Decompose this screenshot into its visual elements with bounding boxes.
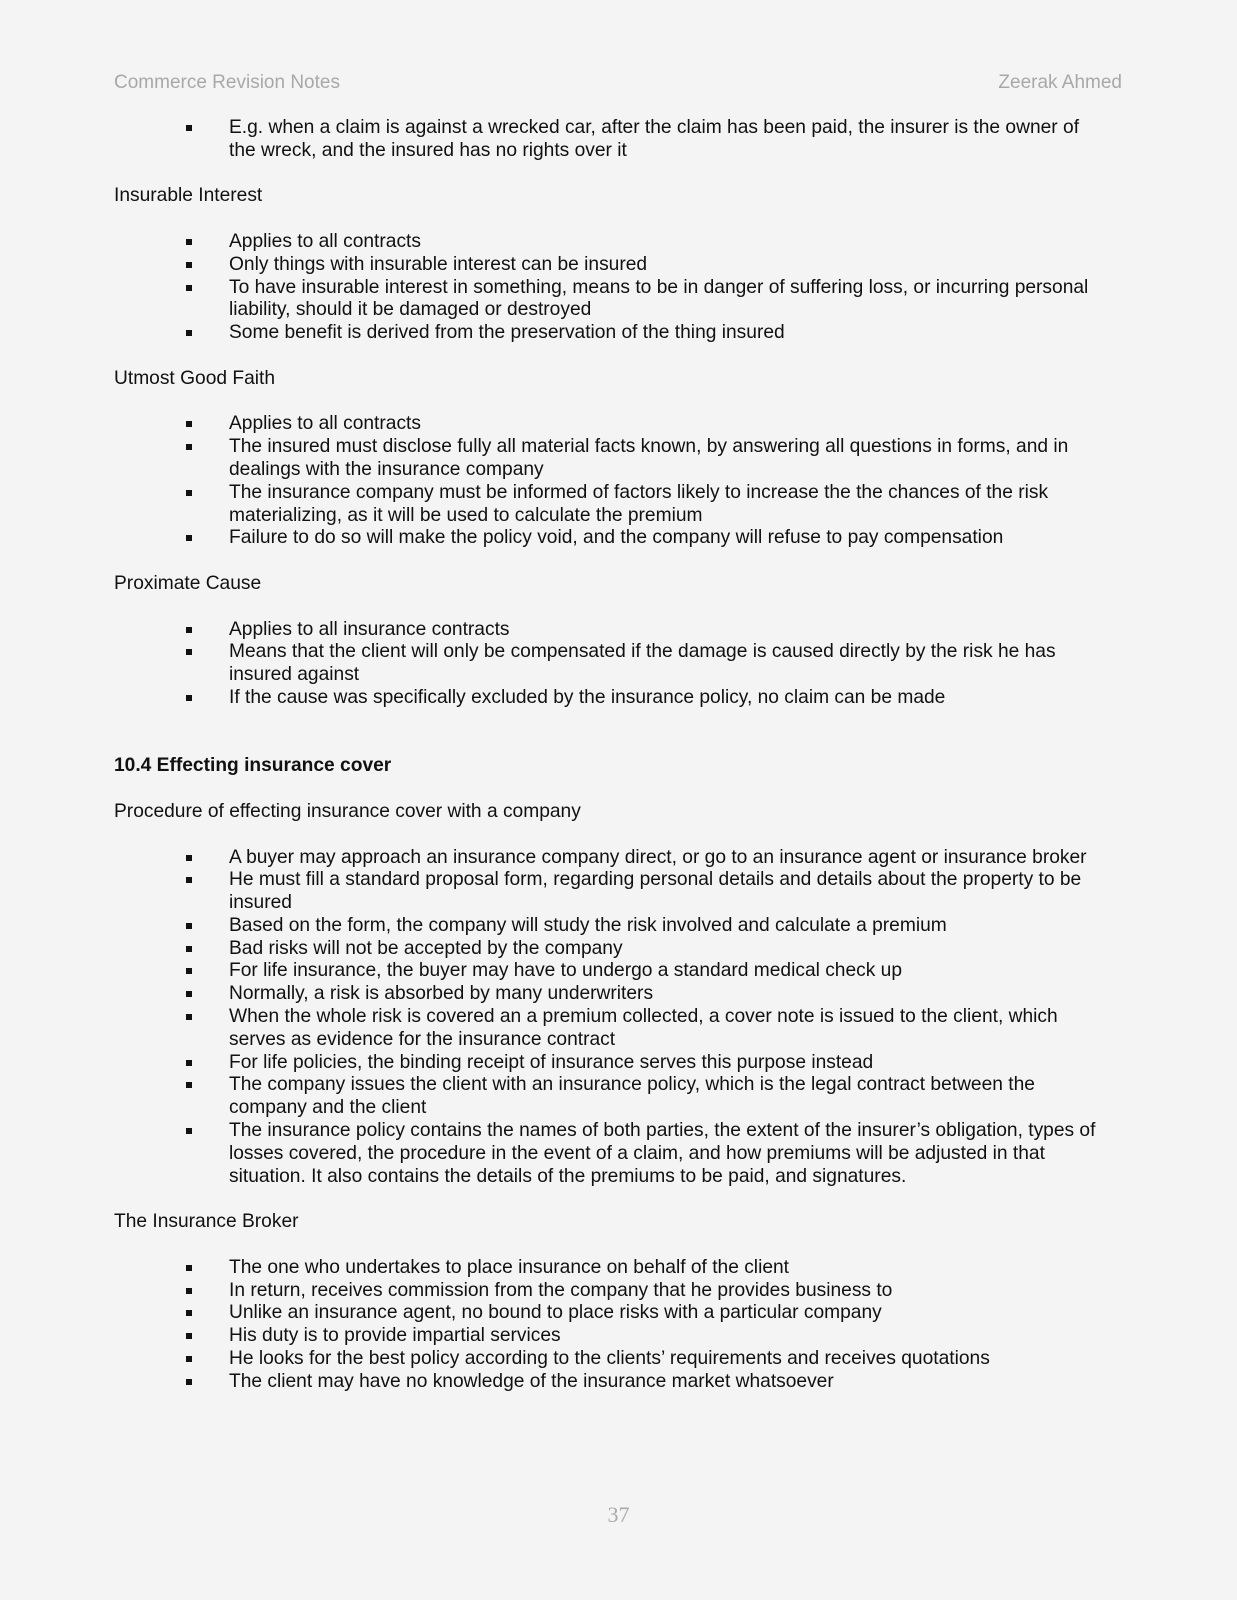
square-bullet-icon [186,1265,192,1271]
square-bullet-icon [186,1333,192,1339]
list-item [114,1371,1109,1394]
running-header-author: Zeerak Ahmed [998,72,1122,93]
list-item-text: Applies to all contracts [229,413,421,435]
list-item [114,983,1109,1006]
list-item [114,687,1109,710]
list-item-text: In return, receives commission from the company that he provides business to [229,1279,893,1301]
list-item [114,1074,1109,1120]
list-item [114,436,1109,482]
list-item-text: Bad risks will not be accepted by the company [229,937,623,959]
list-item [114,413,1109,436]
section-heading: 10.4 Effecting insurance cover [114,755,392,777]
square-bullet-icon [186,1128,192,1134]
square-bullet-icon [186,125,192,131]
list-item [114,1280,1109,1303]
square-bullet-icon [186,649,192,655]
list-item [114,1302,1109,1325]
list-item-text: Normally, a risk is absorbed by many underwriters [229,983,654,1005]
square-bullet-icon [186,330,192,336]
square-bullet-icon [186,1014,192,1020]
list-item [114,277,1109,323]
list-item-text: The one who undertakes to place insurance on behalf of the client [229,1256,790,1278]
document-body [114,117,1124,1394]
square-bullet-icon [186,1082,192,1088]
list-item-text: He must fill a standard proposal form, regarding personal details and details about the property to be insured [229,869,1082,914]
square-bullet-icon [186,877,192,883]
list-item [114,117,1109,163]
subsection-heading: Procedure of effecting insurance cover with a company [114,800,581,822]
subsection-heading: The Insurance Broker [114,1211,299,1233]
square-bullet-icon [186,535,192,541]
list-item [114,1006,1109,1052]
subsection-heading: Insurable Interest [114,185,263,207]
square-bullet-icon [186,1356,192,1362]
list-item [114,1052,1109,1075]
list-item-text: If the cause was specifically excluded by the insurance policy, no claim can be made [229,686,946,708]
list-item-text: Means that the client will only be compensated if the damage is caused directly by the risk he has insured against [229,641,1056,686]
list-item-text: For life insurance, the buyer may have to undergo a standard medical check up [229,960,903,982]
list-item-text: To have insurable interest in something, means to be in danger of suffering loss, or incurring personal liability, should it be damaged or destroyed [229,276,1089,321]
subsection-heading: Utmost Good Faith [114,367,276,389]
square-bullet-icon [186,1379,192,1385]
square-bullet-icon [186,1060,192,1066]
list-item-text: Based on the form, the company will study the risk involved and calculate a premium [229,914,947,936]
list-item-text: The company issues the client with an insurance policy, which is the legal contract between the company and the client [229,1074,1035,1119]
page-number: 37 [607,1502,630,1527]
square-bullet-icon [186,923,192,929]
bullet-list [114,117,1124,163]
square-bullet-icon [186,627,192,633]
list-item-text: The insurance policy contains the names of both parties, the extent of the insurer’s obligation, types of losses covered, the procedure in the event of a claim, and how premiums will be adjusted in that situation. It also contains the details of the premiums to be paid, and signatures. [229,1120,1096,1187]
list-item [114,231,1109,254]
list-item-text: E.g. when a claim is against a wrecked car, after the claim has been paid, the insurer is the owner of the wreck, and the insured has no rights over it [229,117,1080,161]
square-bullet-icon [186,285,192,291]
list-item [114,1348,1109,1371]
list-item [114,847,1109,870]
subsection-heading: Proximate Cause [114,572,262,594]
list-item-text: The client may have no knowledge of the insurance market whatsoever [229,1370,834,1392]
square-bullet-icon [186,421,192,427]
list-item [114,1120,1109,1188]
list-item-text: Failure to do so will make the policy void, and the company will refuse to pay compensation [229,527,1004,549]
bullet-list [114,847,1124,1189]
list-item [114,619,1109,642]
list-item [114,254,1109,277]
bullet-list [114,231,1124,345]
list-item-text: The insured must disclose fully all material facts known, by answering all questions in forms, and in dealings with the insurance company [229,436,1069,480]
list-item [114,482,1109,528]
bullet-list [114,413,1124,550]
square-bullet-icon [186,855,192,861]
list-item-text: For life policies, the binding receipt of insurance serves this purpose instead [229,1051,874,1073]
square-bullet-icon [186,695,192,701]
list-item [114,938,1109,961]
list-item-text: Only things with insurable interest can be insured [229,253,648,275]
bullet-list [114,619,1124,710]
list-item [114,915,1109,938]
list-item [114,960,1109,983]
bullet-list [114,1257,1124,1394]
list-item [114,869,1109,915]
list-item-text: He looks for the best policy according to the clients’ requirements and receives quotations [229,1348,990,1370]
square-bullet-icon [186,1288,192,1294]
list-item-text: When the whole risk is covered an a premium collected, a cover note is issued to the client, which serves as evidence for the insurance contract [229,1006,1058,1050]
square-bullet-icon [186,262,192,268]
square-bullet-icon [186,444,192,450]
square-bullet-icon [186,490,192,496]
running-header-title: Commerce Revision Notes [114,72,340,93]
list-item-text: Some benefit is derived from the preservation of the thing insured [229,322,785,344]
square-bullet-icon [186,946,192,952]
list-item [114,322,1109,345]
list-item-text: Applies to all contracts [229,230,421,252]
list-item-text: The insurance company must be informed of factors likely to increase the the chances of the risk materializing, as it will be used to calculate the premium [229,481,1049,526]
list-item [114,1325,1109,1348]
list-item [114,527,1109,550]
list-item-text: A buyer may approach an insurance company direct, or go to an insurance agent or insurance broker [229,846,1087,868]
list-item [114,641,1109,687]
square-bullet-icon [186,1310,192,1316]
list-item-text: Applies to all insurance contracts [229,618,510,640]
list-item-text: His duty is to provide impartial services [229,1325,561,1347]
square-bullet-icon [186,968,192,974]
square-bullet-icon [186,991,192,997]
list-item-text: Unlike an insurance agent, no bound to place risks with a particular company [229,1302,882,1324]
square-bullet-icon [186,239,192,245]
list-item [114,1257,1109,1280]
